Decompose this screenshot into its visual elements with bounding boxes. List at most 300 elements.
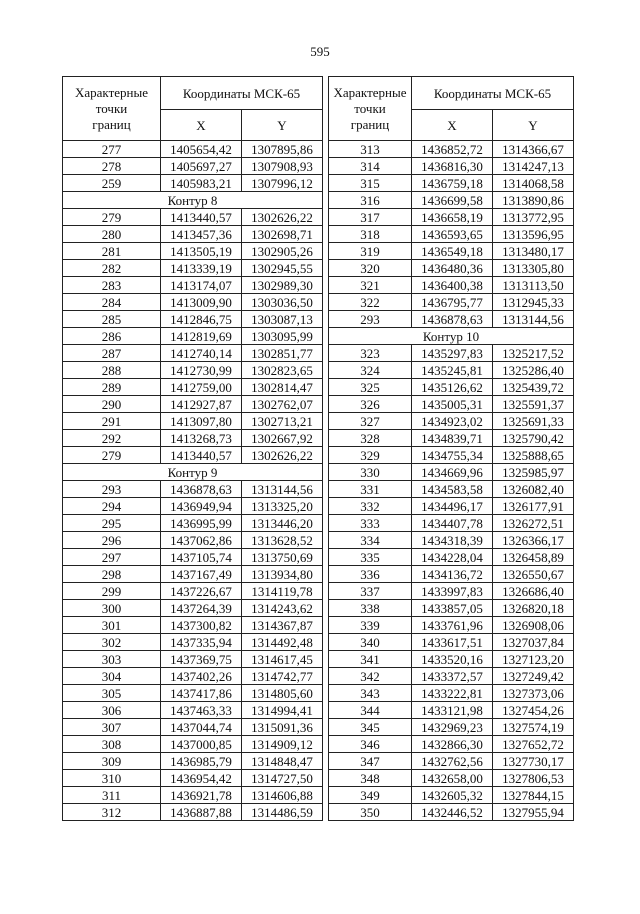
point-cell: 293 — [329, 311, 412, 328]
point-cell: 324 — [329, 362, 412, 379]
point-cell: 319 — [329, 243, 412, 260]
point-cell: 330 — [329, 464, 412, 481]
x-cell: 1432605,32 — [412, 787, 493, 804]
point-cell: 345 — [329, 719, 412, 736]
header-point-line1: Характерные — [333, 84, 407, 100]
x-cell: 1436593,65 — [412, 226, 493, 243]
y-cell: 1326908,06 — [493, 617, 574, 634]
y-cell: 1302762,07 — [242, 396, 323, 413]
table-row — [329, 413, 574, 430]
table-row — [63, 719, 323, 736]
y-cell: 1314994,41 — [242, 702, 323, 719]
y-cell: 1327730,17 — [493, 753, 574, 770]
table-row — [63, 515, 323, 532]
y-cell: 1312945,33 — [493, 294, 574, 311]
point-cell: 303 — [63, 651, 161, 668]
x-cell: 1405983,21 — [161, 175, 242, 192]
table-row — [63, 668, 323, 685]
point-cell: 328 — [329, 430, 412, 447]
y-cell: 1303087,13 — [242, 311, 323, 328]
y-cell: 1302905,26 — [242, 243, 323, 260]
point-cell: 278 — [63, 158, 161, 175]
table-row — [63, 209, 323, 226]
point-cell: 311 — [63, 787, 161, 804]
y-cell: 1307908,93 — [242, 158, 323, 175]
y-cell: 1313144,56 — [493, 311, 574, 328]
y-cell: 1302989,30 — [242, 277, 323, 294]
y-cell: 1325691,33 — [493, 413, 574, 430]
point-cell: 291 — [63, 413, 161, 430]
y-cell: 1326177,91 — [493, 498, 574, 515]
point-cell: 340 — [329, 634, 412, 651]
table-row — [63, 175, 323, 192]
table-row — [63, 243, 323, 260]
x-cell: 1412730,99 — [161, 362, 242, 379]
point-cell: 280 — [63, 226, 161, 243]
y-cell: 1325439,72 — [493, 379, 574, 396]
y-cell: 1313890,86 — [493, 192, 574, 209]
table-row — [63, 158, 323, 175]
point-cell: 339 — [329, 617, 412, 634]
y-cell: 1313480,17 — [493, 243, 574, 260]
point-cell: 288 — [63, 362, 161, 379]
x-cell: 1436878,63 — [412, 311, 493, 328]
x-cell: 1437369,75 — [161, 651, 242, 668]
point-cell: 323 — [329, 345, 412, 362]
point-cell: 350 — [329, 804, 412, 821]
x-cell: 1434583,58 — [412, 481, 493, 498]
y-cell: 1327249,42 — [493, 668, 574, 685]
x-cell: 1437044,74 — [161, 719, 242, 736]
table-row — [329, 447, 574, 464]
table-row — [63, 770, 323, 787]
table-row — [329, 549, 574, 566]
point-cell: 299 — [63, 583, 161, 600]
y-cell: 1314486,59 — [242, 804, 323, 821]
point-cell: 313 — [329, 141, 412, 158]
y-cell: 1325790,42 — [493, 430, 574, 447]
x-cell: 1434496,17 — [412, 498, 493, 515]
point-cell: 336 — [329, 566, 412, 583]
x-cell: 1412927,87 — [161, 396, 242, 413]
y-cell: 1313750,69 — [242, 549, 323, 566]
point-cell: 348 — [329, 770, 412, 787]
x-cell: 1436816,30 — [412, 158, 493, 175]
point-cell: 279 — [63, 209, 161, 226]
x-cell: 1434669,96 — [412, 464, 493, 481]
table-row — [63, 617, 323, 634]
table-row — [329, 192, 574, 209]
x-cell: 1433761,96 — [412, 617, 493, 634]
point-cell: 341 — [329, 651, 412, 668]
point-cell: 346 — [329, 736, 412, 753]
table-row — [329, 770, 574, 787]
table-row — [63, 345, 323, 362]
table-row — [329, 532, 574, 549]
y-cell: 1325985,97 — [493, 464, 574, 481]
x-cell: 1437226,67 — [161, 583, 242, 600]
point-cell: 329 — [329, 447, 412, 464]
y-cell: 1314366,67 — [493, 141, 574, 158]
contour-label: Контур 9 — [63, 464, 323, 481]
header-point-line2: точки — [354, 100, 386, 116]
table-row — [63, 651, 323, 668]
x-cell: 1432969,23 — [412, 719, 493, 736]
table-left-header — [63, 77, 323, 141]
x-cell: 1434318,39 — [412, 532, 493, 549]
y-cell: 1325217,52 — [493, 345, 574, 362]
y-cell: 1326820,18 — [493, 600, 574, 617]
table-right-body — [329, 141, 574, 821]
point-cell: 282 — [63, 260, 161, 277]
table-row — [63, 447, 323, 464]
x-cell: 1434755,34 — [412, 447, 493, 464]
header-y: Y — [242, 110, 323, 141]
x-cell: 1405697,27 — [161, 158, 242, 175]
y-cell: 1314617,45 — [242, 651, 323, 668]
y-cell: 1307996,12 — [242, 175, 323, 192]
header-y: Y — [493, 110, 574, 141]
y-cell: 1325591,37 — [493, 396, 574, 413]
x-cell: 1413174,07 — [161, 277, 242, 294]
contour-label: Контур 8 — [63, 192, 323, 209]
x-cell: 1437402,26 — [161, 668, 242, 685]
table-row — [329, 753, 574, 770]
table-row — [63, 498, 323, 515]
table-row — [63, 549, 323, 566]
table-row — [329, 634, 574, 651]
x-cell: 1436549,18 — [412, 243, 493, 260]
contour-row — [63, 464, 323, 481]
header-x: X — [412, 110, 493, 141]
table-row — [63, 396, 323, 413]
page-number: 595 — [310, 44, 330, 59]
table-row — [63, 294, 323, 311]
x-cell: 1433121,98 — [412, 702, 493, 719]
point-cell: 314 — [329, 158, 412, 175]
y-cell: 1314367,87 — [242, 617, 323, 634]
y-cell: 1326272,51 — [493, 515, 574, 532]
table-row — [63, 481, 323, 498]
table-row — [329, 175, 574, 192]
y-cell: 1327454,26 — [493, 702, 574, 719]
point-cell: 286 — [63, 328, 161, 345]
x-cell: 1436954,42 — [161, 770, 242, 787]
y-cell: 1314805,60 — [242, 685, 323, 702]
y-cell: 1326550,67 — [493, 566, 574, 583]
y-cell: 1327806,53 — [493, 770, 574, 787]
x-cell: 1413097,80 — [161, 413, 242, 430]
y-cell: 1327373,06 — [493, 685, 574, 702]
x-cell: 1413440,57 — [161, 209, 242, 226]
point-cell: 334 — [329, 532, 412, 549]
table-row — [63, 736, 323, 753]
header-coordinates: Координаты МСК-65 — [161, 77, 323, 110]
point-cell: 297 — [63, 549, 161, 566]
point-cell: 318 — [329, 226, 412, 243]
x-cell: 1436887,88 — [161, 804, 242, 821]
x-cell: 1437000,85 — [161, 736, 242, 753]
table-row — [329, 243, 574, 260]
x-cell: 1437264,39 — [161, 600, 242, 617]
table-row — [329, 209, 574, 226]
table-row — [63, 379, 323, 396]
y-cell: 1314243,62 — [242, 600, 323, 617]
x-cell: 1437105,74 — [161, 549, 242, 566]
table-row — [63, 702, 323, 719]
table-row — [329, 158, 574, 175]
point-cell: 305 — [63, 685, 161, 702]
header-point-column — [63, 77, 161, 141]
table-row — [329, 277, 574, 294]
point-cell: 287 — [63, 345, 161, 362]
point-cell: 338 — [329, 600, 412, 617]
table-row — [329, 260, 574, 277]
y-cell: 1314727,50 — [242, 770, 323, 787]
point-cell: 320 — [329, 260, 412, 277]
y-cell: 1302698,71 — [242, 226, 323, 243]
x-cell: 1433520,16 — [412, 651, 493, 668]
y-cell: 1302851,77 — [242, 345, 323, 362]
table-row — [329, 617, 574, 634]
y-cell: 1302823,65 — [242, 362, 323, 379]
y-cell: 1327652,72 — [493, 736, 574, 753]
x-cell: 1434228,04 — [412, 549, 493, 566]
x-cell: 1436949,94 — [161, 498, 242, 515]
table-row — [329, 515, 574, 532]
y-cell: 1303036,50 — [242, 294, 323, 311]
y-cell: 1314606,88 — [242, 787, 323, 804]
x-cell: 1433222,81 — [412, 685, 493, 702]
table-row — [63, 566, 323, 583]
table-row — [63, 311, 323, 328]
point-cell: 322 — [329, 294, 412, 311]
coordinates-tables — [62, 76, 574, 821]
point-cell: 294 — [63, 498, 161, 515]
point-cell: 304 — [63, 668, 161, 685]
point-cell: 302 — [63, 634, 161, 651]
header-coordinates: Координаты МСК-65 — [412, 77, 574, 110]
point-cell: 293 — [63, 481, 161, 498]
table-row — [329, 668, 574, 685]
x-cell: 1412759,00 — [161, 379, 242, 396]
x-cell: 1434923,02 — [412, 413, 493, 430]
table-row — [63, 532, 323, 549]
x-cell: 1413339,19 — [161, 260, 242, 277]
table-row — [329, 685, 574, 702]
x-cell: 1437300,82 — [161, 617, 242, 634]
y-cell: 1313144,56 — [242, 481, 323, 498]
y-cell: 1326366,17 — [493, 532, 574, 549]
y-cell: 1325286,40 — [493, 362, 574, 379]
y-cell: 1313113,50 — [493, 277, 574, 294]
y-cell: 1325888,65 — [493, 447, 574, 464]
point-cell: 306 — [63, 702, 161, 719]
table-row — [329, 566, 574, 583]
point-cell: 259 — [63, 175, 161, 192]
point-cell: 337 — [329, 583, 412, 600]
point-cell: 308 — [63, 736, 161, 753]
point-cell: 292 — [63, 430, 161, 447]
y-cell: 1326458,89 — [493, 549, 574, 566]
point-cell: 312 — [63, 804, 161, 821]
table-left-body — [63, 141, 323, 821]
y-cell: 1314247,13 — [493, 158, 574, 175]
x-cell: 1436759,18 — [412, 175, 493, 192]
y-cell: 1314068,58 — [493, 175, 574, 192]
point-cell: 317 — [329, 209, 412, 226]
x-cell: 1412846,75 — [161, 311, 242, 328]
point-cell: 331 — [329, 481, 412, 498]
x-cell: 1435297,83 — [412, 345, 493, 362]
table-row — [63, 328, 323, 345]
x-cell: 1413009,90 — [161, 294, 242, 311]
coordinates-table-left — [62, 76, 323, 821]
point-cell: 349 — [329, 787, 412, 804]
x-cell: 1413268,73 — [161, 430, 242, 447]
y-cell: 1327574,19 — [493, 719, 574, 736]
point-cell: 284 — [63, 294, 161, 311]
x-cell: 1412819,69 — [161, 328, 242, 345]
x-cell: 1413505,19 — [161, 243, 242, 260]
table-row — [329, 294, 574, 311]
x-cell: 1435245,81 — [412, 362, 493, 379]
point-cell: 332 — [329, 498, 412, 515]
x-cell: 1437463,33 — [161, 702, 242, 719]
point-cell: 310 — [63, 770, 161, 787]
x-cell: 1436795,77 — [412, 294, 493, 311]
x-cell: 1437417,86 — [161, 685, 242, 702]
table-row — [329, 345, 574, 362]
y-cell: 1314848,47 — [242, 753, 323, 770]
contour-label: Контур 10 — [329, 328, 574, 345]
table-row — [63, 260, 323, 277]
x-cell: 1413457,36 — [161, 226, 242, 243]
x-cell: 1436400,38 — [412, 277, 493, 294]
y-cell: 1302626,22 — [242, 447, 323, 464]
point-cell: 309 — [63, 753, 161, 770]
point-cell: 300 — [63, 600, 161, 617]
y-cell: 1313325,20 — [242, 498, 323, 515]
y-cell: 1314119,78 — [242, 583, 323, 600]
y-cell: 1313446,20 — [242, 515, 323, 532]
point-cell: 289 — [63, 379, 161, 396]
point-cell: 343 — [329, 685, 412, 702]
table-row — [329, 464, 574, 481]
point-cell: 296 — [63, 532, 161, 549]
table-row — [329, 379, 574, 396]
x-cell: 1436852,72 — [412, 141, 493, 158]
y-cell: 1327123,20 — [493, 651, 574, 668]
table-row — [63, 583, 323, 600]
coordinates-table-right — [328, 76, 574, 821]
y-cell: 1314909,12 — [242, 736, 323, 753]
x-cell: 1432446,52 — [412, 804, 493, 821]
point-cell: 321 — [329, 277, 412, 294]
contour-row — [329, 328, 574, 345]
y-cell: 1326686,40 — [493, 583, 574, 600]
table-row — [329, 583, 574, 600]
table-row — [63, 362, 323, 379]
table-row — [63, 413, 323, 430]
table-row — [329, 226, 574, 243]
point-cell: 342 — [329, 668, 412, 685]
x-cell: 1436878,63 — [161, 481, 242, 498]
table-row — [329, 498, 574, 515]
point-cell: 290 — [63, 396, 161, 413]
x-cell: 1436480,36 — [412, 260, 493, 277]
y-cell: 1303095,99 — [242, 328, 323, 345]
table-row — [329, 481, 574, 498]
point-cell: 347 — [329, 753, 412, 770]
point-cell: 316 — [329, 192, 412, 209]
point-cell: 283 — [63, 277, 161, 294]
point-cell: 333 — [329, 515, 412, 532]
table-row — [329, 362, 574, 379]
y-cell: 1313596,95 — [493, 226, 574, 243]
table-row — [63, 141, 323, 158]
y-cell: 1302667,92 — [242, 430, 323, 447]
table-row — [329, 311, 574, 328]
y-cell: 1302945,55 — [242, 260, 323, 277]
y-cell: 1313628,52 — [242, 532, 323, 549]
point-cell: 307 — [63, 719, 161, 736]
point-cell: 277 — [63, 141, 161, 158]
table-row — [329, 600, 574, 617]
table-row — [329, 430, 574, 447]
y-cell: 1327955,94 — [493, 804, 574, 821]
x-cell: 1434839,71 — [412, 430, 493, 447]
x-cell: 1435126,62 — [412, 379, 493, 396]
x-cell: 1433997,83 — [412, 583, 493, 600]
point-cell: 325 — [329, 379, 412, 396]
x-cell: 1433372,57 — [412, 668, 493, 685]
point-cell: 285 — [63, 311, 161, 328]
x-cell: 1434136,72 — [412, 566, 493, 583]
y-cell: 1314492,48 — [242, 634, 323, 651]
x-cell: 1436658,19 — [412, 209, 493, 226]
table-row — [329, 736, 574, 753]
x-cell: 1436985,79 — [161, 753, 242, 770]
y-cell: 1314742,77 — [242, 668, 323, 685]
x-cell: 1432658,00 — [412, 770, 493, 787]
point-cell: 279 — [63, 447, 161, 464]
table-row — [63, 600, 323, 617]
x-cell: 1433857,05 — [412, 600, 493, 617]
y-cell: 1326082,40 — [493, 481, 574, 498]
y-cell: 1313772,95 — [493, 209, 574, 226]
table-row — [329, 702, 574, 719]
y-cell: 1315091,36 — [242, 719, 323, 736]
table-row — [63, 753, 323, 770]
table-right-header — [329, 77, 574, 141]
point-cell: 281 — [63, 243, 161, 260]
point-cell: 295 — [63, 515, 161, 532]
header-point-line3: границ — [350, 116, 390, 132]
table-row — [329, 787, 574, 804]
x-cell: 1434407,78 — [412, 515, 493, 532]
x-cell: 1437167,49 — [161, 566, 242, 583]
point-cell: 315 — [329, 175, 412, 192]
x-cell: 1437062,86 — [161, 532, 242, 549]
table-row — [63, 430, 323, 447]
header-point-line2: точки — [95, 100, 128, 116]
x-cell: 1432866,30 — [412, 736, 493, 753]
y-cell: 1313305,80 — [493, 260, 574, 277]
x-cell: 1405654,42 — [161, 141, 242, 158]
x-cell: 1413440,57 — [161, 447, 242, 464]
y-cell: 1302814,47 — [242, 379, 323, 396]
